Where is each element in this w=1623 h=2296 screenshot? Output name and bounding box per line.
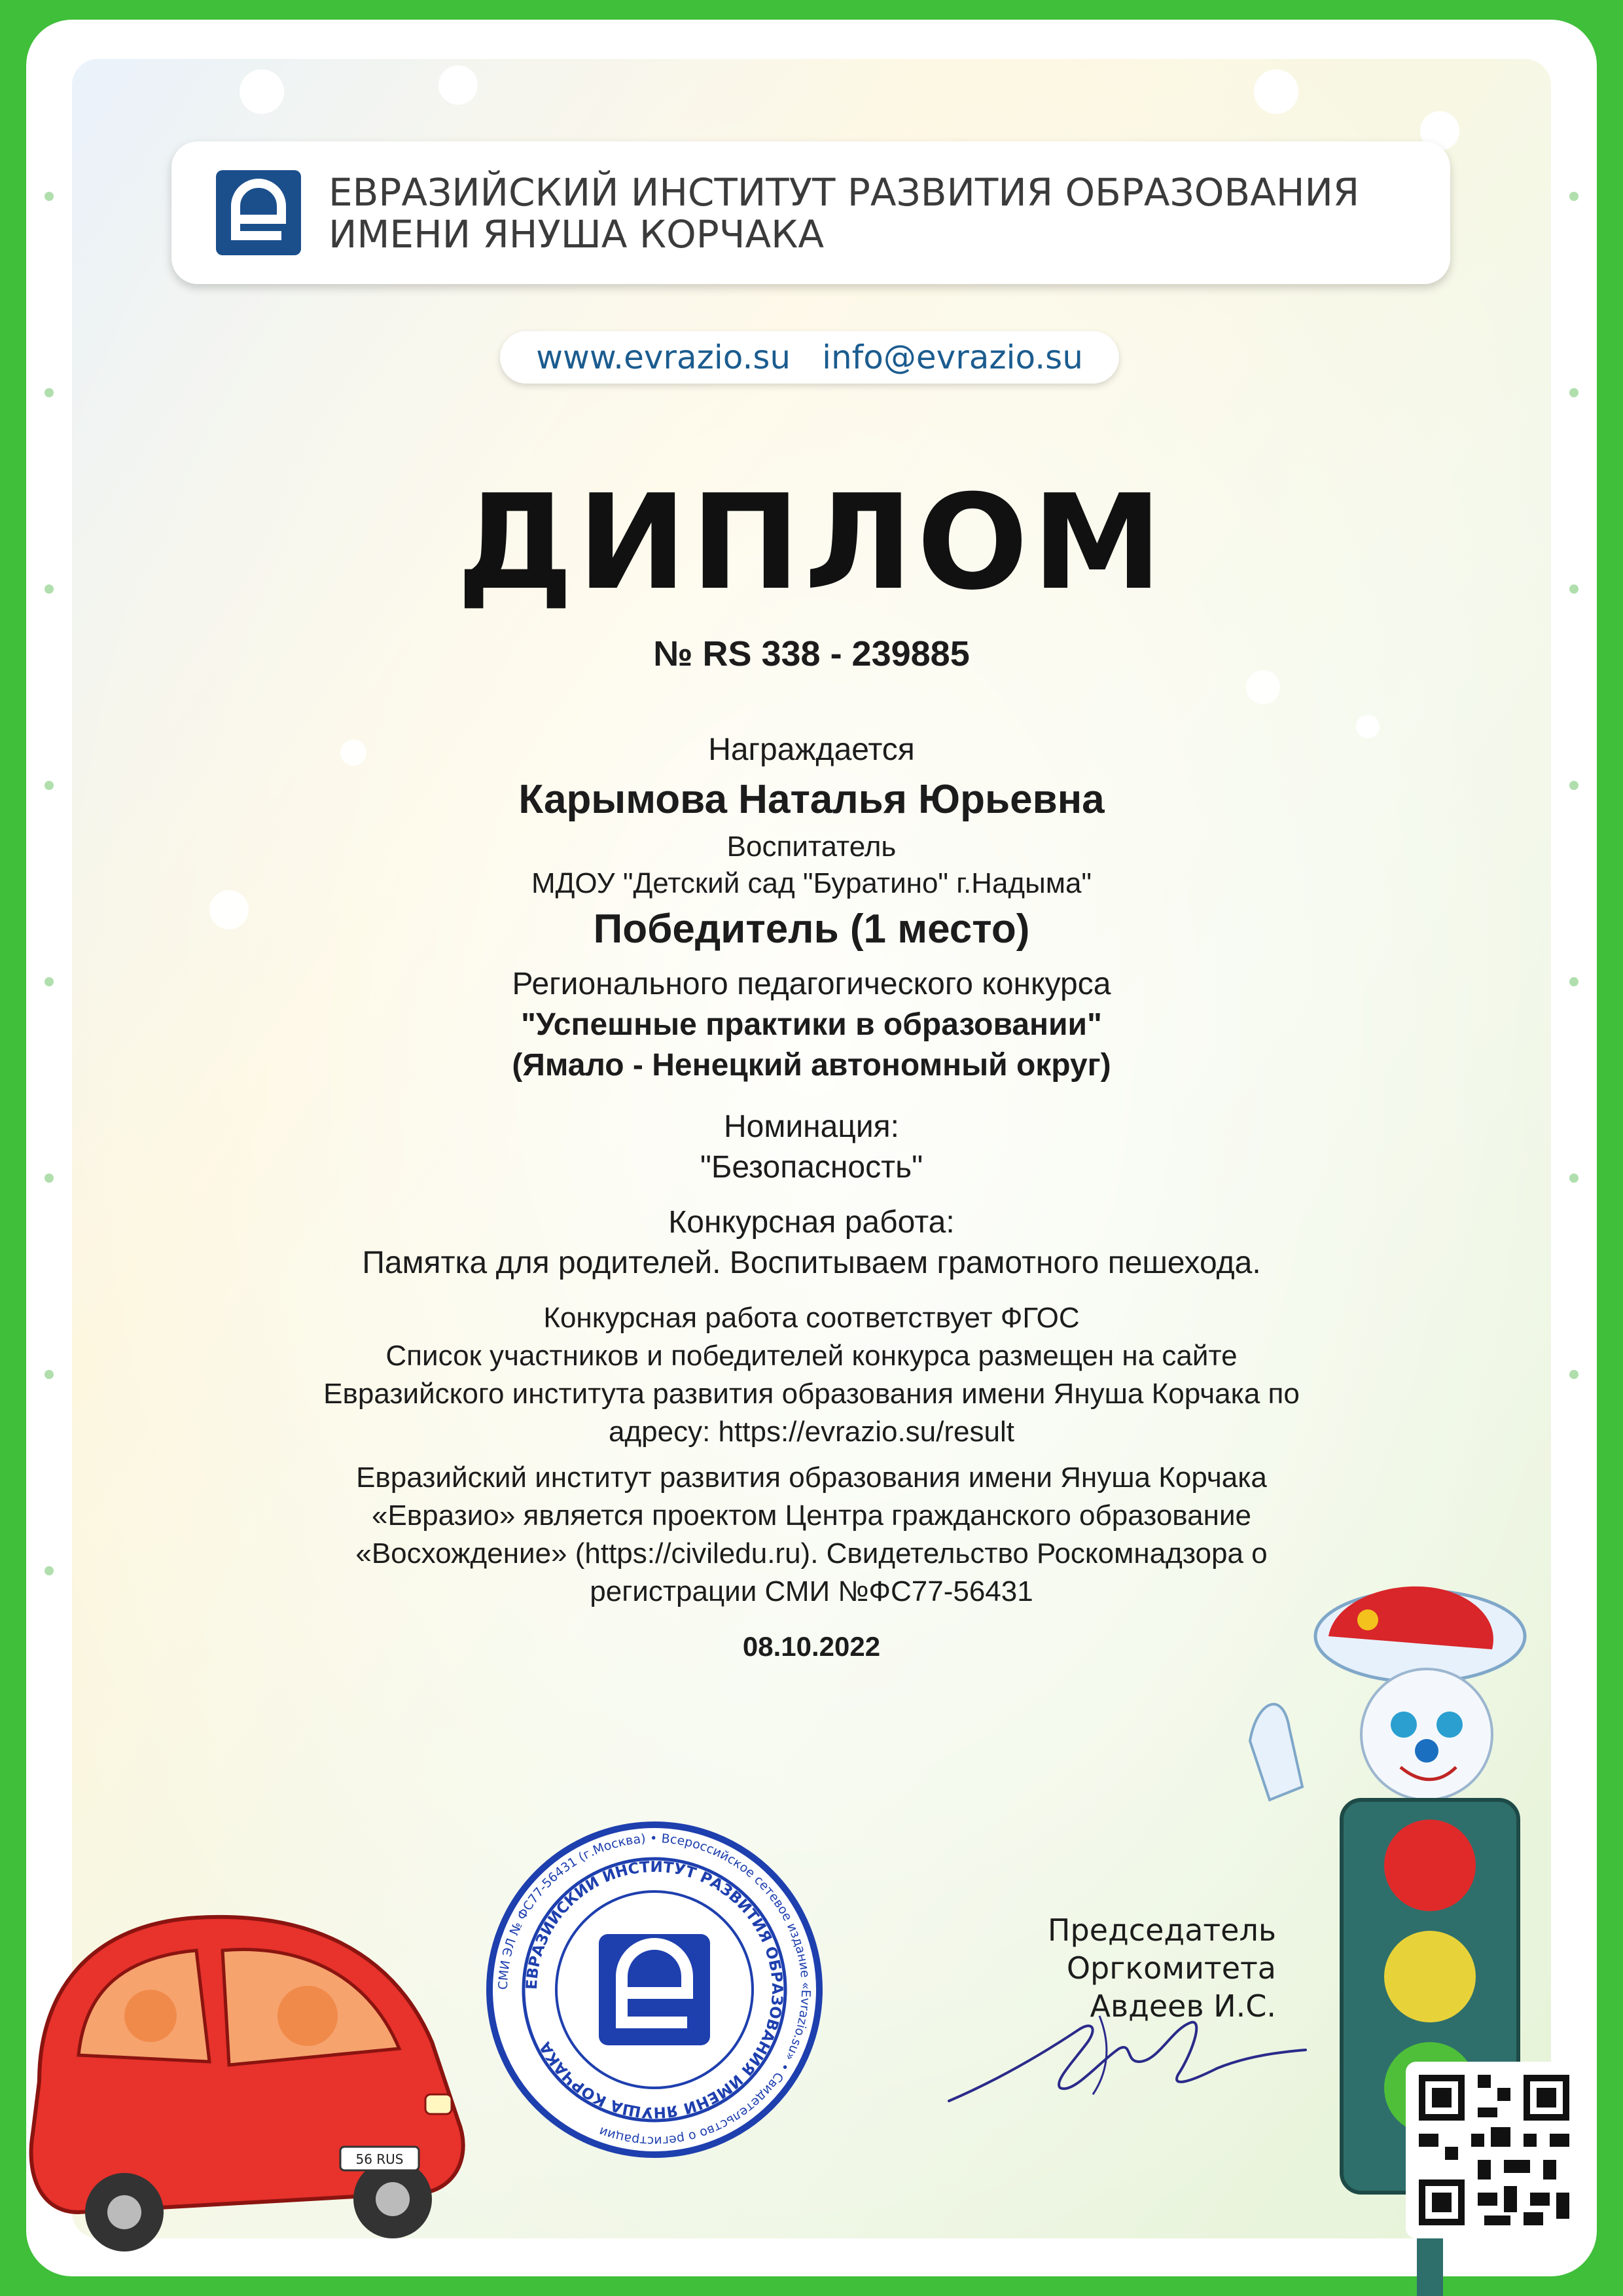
institute-logo-icon (216, 170, 301, 255)
seal-logo-icon (599, 1934, 710, 2045)
qr-code[interactable] (1406, 2062, 1582, 2238)
about-line-2: «Евразио» является проектом Центра гражданского образование (371, 1499, 1252, 1532)
work-title: Памятка для родителей. Воспитываем грамотного пешехода. (362, 1246, 1261, 1280)
website-link[interactable]: www.evrazio.su (536, 338, 791, 376)
institute-name (329, 171, 1359, 255)
work-label: Конкурсная работа: (668, 1205, 955, 1240)
contest-name: "Успешные практики в образовании" (521, 1007, 1102, 1042)
issue-date: 08.10.2022 (742, 1631, 881, 1662)
nomination-label: Номинация: (723, 1109, 899, 1144)
results-line-2: Евразийского института развития образования имени Януша Корчака по (323, 1378, 1300, 1410)
award-place: Победитель (1 место) (593, 906, 1030, 952)
signer-name: Авдеев И.С. (1090, 1988, 1276, 2024)
institute-name-line2: ИМЕНИ ЯНУША КОРЧАКА (329, 212, 825, 257)
diploma-number: № RS 338 - 239885 (653, 634, 970, 673)
institute-name-line1: ЕВРАЗИЙСКИЙ ИНСТИТУТ РАЗВИТИЯ ОБРАЗОВАНИЯ (329, 170, 1360, 215)
recipient-position: Воспитатель (726, 831, 897, 863)
about-line-3: «Восхождение» (https://civiledu.ru). Свидетельство Роскомнадзора о (355, 1537, 1268, 1570)
seal-outer-text: СМИ ЭЛ № ФС77-56431 (г.Москва) • Всероссийское сетевое издание «Evrazio.su» • Свидетельство о регистрации (495, 1831, 813, 2149)
about-line-1: Евразийский институт развития образования имени Януша Корчака (356, 1462, 1267, 1494)
diploma-title: ДИПЛОМ (456, 467, 1167, 619)
about-line-4: регистрации СМИ №ФС77-56431 (590, 1575, 1033, 1607)
fgos-statement: Конкурсная работа соответствует ФГОС (543, 1302, 1080, 1334)
recipient-organization: МДОУ "Детский сад "Буратино" г.Надыма" (531, 867, 1092, 899)
email-link[interactable]: info@evrazio.su (822, 338, 1083, 376)
signer-role: Председатель Оргкомитета (1047, 1912, 1276, 1986)
contest-type: Регионального педагогического конкурса (512, 967, 1111, 1001)
results-line-1: Список участников и победителей конкурса размещен на сайте (385, 1340, 1238, 1372)
red-car-illustration (0, 1846, 497, 2251)
awarded-label: Награждается (708, 732, 915, 767)
recipient-name: Карымова Наталья Юрьевна (518, 777, 1105, 822)
license-plate: 56 RUS (355, 2151, 404, 2167)
seal-inner-text: ЕВРАЗИЙСКИЙ ИНСТИТУТ РАЗВИТИЯ ОБРАЗОВАНИЯ ИМЕНИ ЯНУША КОРЧАКА (523, 1858, 786, 2121)
institute-seal (484, 1820, 825, 2160)
results-line-3: адресу: https://evrazio.su/result (609, 1416, 1014, 1448)
nomination-value: "Безопасность" (700, 1150, 923, 1185)
contact-bar (500, 331, 1119, 384)
contest-region: (Ямало - Ненецкий автономный округ) (512, 1048, 1111, 1083)
institute-header (171, 141, 1450, 284)
